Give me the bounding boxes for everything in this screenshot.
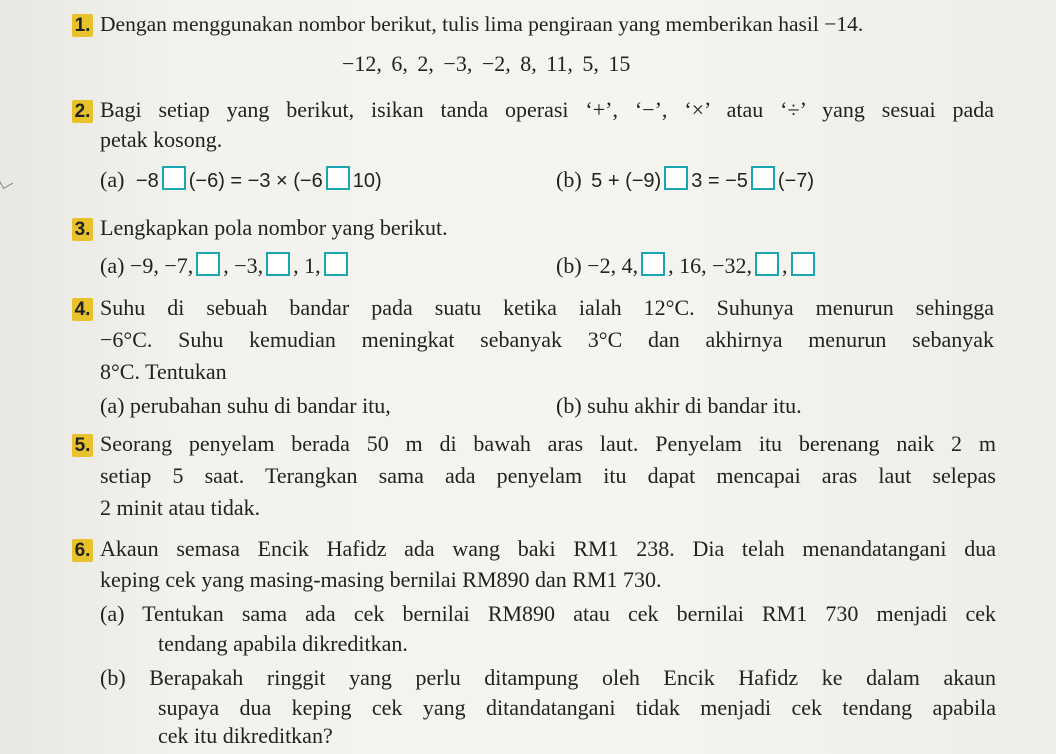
answer-box[interactable] xyxy=(326,166,350,190)
question-3b-part-3: , xyxy=(782,253,788,278)
question-3a-part-3: , 1, xyxy=(293,253,321,278)
question-3b xyxy=(556,252,818,280)
answer-box[interactable] xyxy=(641,252,665,276)
question-2a-part-3: 10) xyxy=(352,170,382,192)
question-2b-part-1: 5 + (−9) xyxy=(591,170,662,192)
answer-box[interactable] xyxy=(751,166,775,190)
question-2b xyxy=(556,166,814,195)
question-2a xyxy=(100,166,382,195)
question-6a-line-1: (a) Tentukan sama ada cek bernilai RM890 atau cek bernilai RM1 730 menjadi cek xyxy=(100,601,996,626)
question-3b-label: (b) xyxy=(556,253,582,278)
answer-box[interactable] xyxy=(162,166,186,190)
question-number-1: 1. xyxy=(72,14,93,37)
question-1-text: Dengan menggunakan nombor berikut, tulis lima pengiraan yang memberikan hasil −14. xyxy=(100,12,864,36)
question-3a-part-1: −9, −7, xyxy=(129,253,194,278)
question-3a xyxy=(100,252,351,280)
question-3a-part-2: , −3, xyxy=(223,253,264,278)
answer-box[interactable] xyxy=(196,252,220,276)
question-4-line-2: −6°C. Suhu kemudian meningkat sebanyak 3°C dan akhirnya menurun sebanyak xyxy=(100,327,994,352)
question-6b-line-1: (b) Berapakah ringgit yang perlu ditampung oleh Encik Hafidz ke dalam akaun xyxy=(100,665,996,690)
question-6-line-2: keping cek yang masing-masing bernilai RM890 dan RM1 730. xyxy=(100,567,662,592)
question-5-line-1: Seorang penyelam berada 50 m di bawah aras laut. Penyelam itu berenang naik 2 m xyxy=(100,431,996,456)
question-2b-part-3: (−7) xyxy=(777,170,815,192)
question-3b-part-1: −2, 4, xyxy=(587,253,639,278)
question-3a-label: (a) xyxy=(100,253,125,278)
question-3b-part-2: , 16, −32, xyxy=(668,253,752,278)
question-4b: (b) suhu akhir di bandar itu. xyxy=(556,393,802,418)
question-5-line-3: 2 minit atau tidak. xyxy=(100,495,261,520)
answer-box[interactable] xyxy=(266,252,290,276)
question-1-numbers: −12, 6, 2, −3, −2, 8, 11, 5, 15 xyxy=(342,51,631,76)
question-number-4: 4. xyxy=(72,298,93,321)
question-4-line-1: Suhu di sebuah bandar pada suatu ketika ialah 12°C. Suhunya menurun sehingga xyxy=(100,295,994,320)
question-3-text: Lengkapkan pola nombor yang berikut. xyxy=(100,215,448,240)
question-6-line-1: Akaun semasa Encik Hafidz ada wang baki RM1 238. Dia telah menandatangani dua xyxy=(100,536,996,561)
question-2b-part-2: 3 = −5 xyxy=(691,170,748,192)
question-2b-label: (b) xyxy=(556,167,582,192)
answer-box[interactable] xyxy=(791,252,815,276)
question-6a-line-2: tendang apabila dikreditkan. xyxy=(158,631,408,656)
answer-box[interactable] xyxy=(664,166,688,190)
question-6b-line-3: cek itu dikreditkan? xyxy=(158,723,333,748)
page-margin-mark xyxy=(0,174,13,189)
question-2a-part-1: −8 xyxy=(135,170,159,192)
question-6b-line-2: supaya dua keping cek yang ditandatangani tidak menjadi cek tendang apabila xyxy=(158,695,996,720)
question-5-line-2: setiap 5 saat. Terangkan sama ada penyelam itu dapat mencapai aras laut selepas xyxy=(100,463,996,488)
question-4a: (a) perubahan suhu di bandar itu, xyxy=(100,393,391,418)
question-number-2: 2. xyxy=(72,100,93,123)
question-2-line-2: petak kosong. xyxy=(100,127,223,152)
question-number-3: 3. xyxy=(72,218,93,241)
question-number-5: 5. xyxy=(72,434,93,457)
question-2-line-1: Bagi setiap yang berikut, isikan tanda operasi ‘+’, ‘−’, ‘×’ atau ‘÷’ yang sesuai pada xyxy=(100,97,994,122)
answer-box[interactable] xyxy=(755,252,779,276)
answer-box[interactable] xyxy=(324,252,348,276)
question-4-line-3: 8°C. Tentukan xyxy=(100,359,227,384)
question-2a-label: (a) xyxy=(100,167,125,192)
question-number-6: 6. xyxy=(72,539,93,562)
question-2a-part-2: (−6) = −3 × (−6 xyxy=(188,170,323,192)
